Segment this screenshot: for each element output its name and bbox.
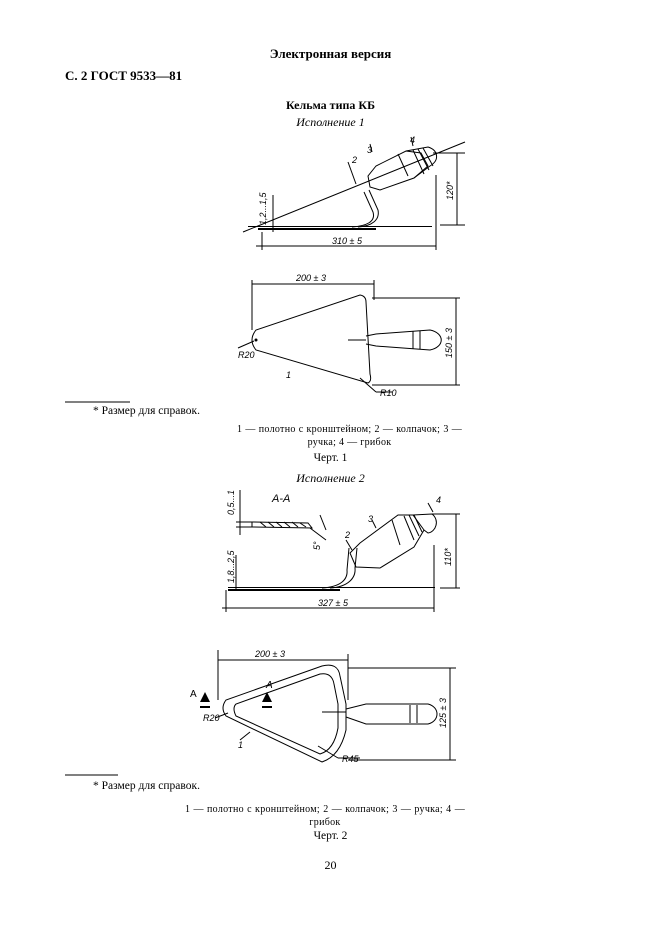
v2-callout-2: 2 [345,530,351,540]
v2-cut-label-left: А [190,689,197,700]
v2-footnote: * Размер для справок. [93,780,200,792]
v1-thickness-dim: 1,2...1,5 [258,192,268,225]
v2-corner-radius: R45 [342,754,359,764]
v2-section-thickness-dim: 0,5...1 [226,489,236,515]
v1-callout-3: 3 [367,145,373,155]
v2-callout-4: 4 [436,495,442,505]
v1-tip-radius: R20 [238,350,255,360]
v2-angle-dim: 5° [312,541,322,550]
v2-section-label: А-А [272,493,291,505]
variant2-label: Исполнение 2 [296,471,365,485]
v1-footnote: * Размер для справок. [93,405,200,417]
page-number: 20 [324,858,337,872]
v2-caption: Черт. 2 [313,830,348,842]
variant1-label: Исполнение 1 [296,115,365,129]
v1-callout-2: 2 [352,155,358,165]
v1-callout-4: 4 [410,135,416,145]
edition-label: Электронная версия [269,46,392,61]
v1-width-dim: 150 ± 3 [444,328,454,358]
v1-height-dim: 120* [445,181,455,200]
variant1-side-view [243,137,465,250]
v1-length-dim: 310 ± 5 [332,236,362,246]
v2-height-dim: 110* [443,548,453,566]
v1-blade-length-dim: 200 ± 3 [296,273,326,283]
v1-corner-radius: R10 [380,388,397,398]
v2-tip-radius: R20 [203,713,220,723]
v2-blade-length-dim: 200 ± 3 [255,649,285,659]
v1-callout-1: 1 [286,370,292,380]
variant2-side-view [222,503,460,612]
v2-length-dim: 327 ± 5 [318,598,348,608]
v1-caption: Черт. 1 [313,452,348,464]
v2-thickness-dim: 1,8...2,5 [226,550,236,583]
v2-callout-1: 1 [238,740,244,750]
variant1-plan-view [238,280,460,392]
document-title: Кельма типа КБ [285,98,376,112]
v2-callout-3: 3 [368,514,374,524]
v1-legend: 1 — полотно с кронштейном; 2 — колпачок; 3 — ручка; 4 — грибок [237,424,462,448]
v2-width-dim: 125 ± 3 [438,698,448,728]
v2-legend: 1 — полотно с кронштейном; 2 — колпачок; 3 — ручка; 4 — грибок [185,804,465,828]
v2-cut-label-right: А [266,680,273,691]
standard-page-header: С. 2 ГОСТ 9533—81 [65,68,183,83]
